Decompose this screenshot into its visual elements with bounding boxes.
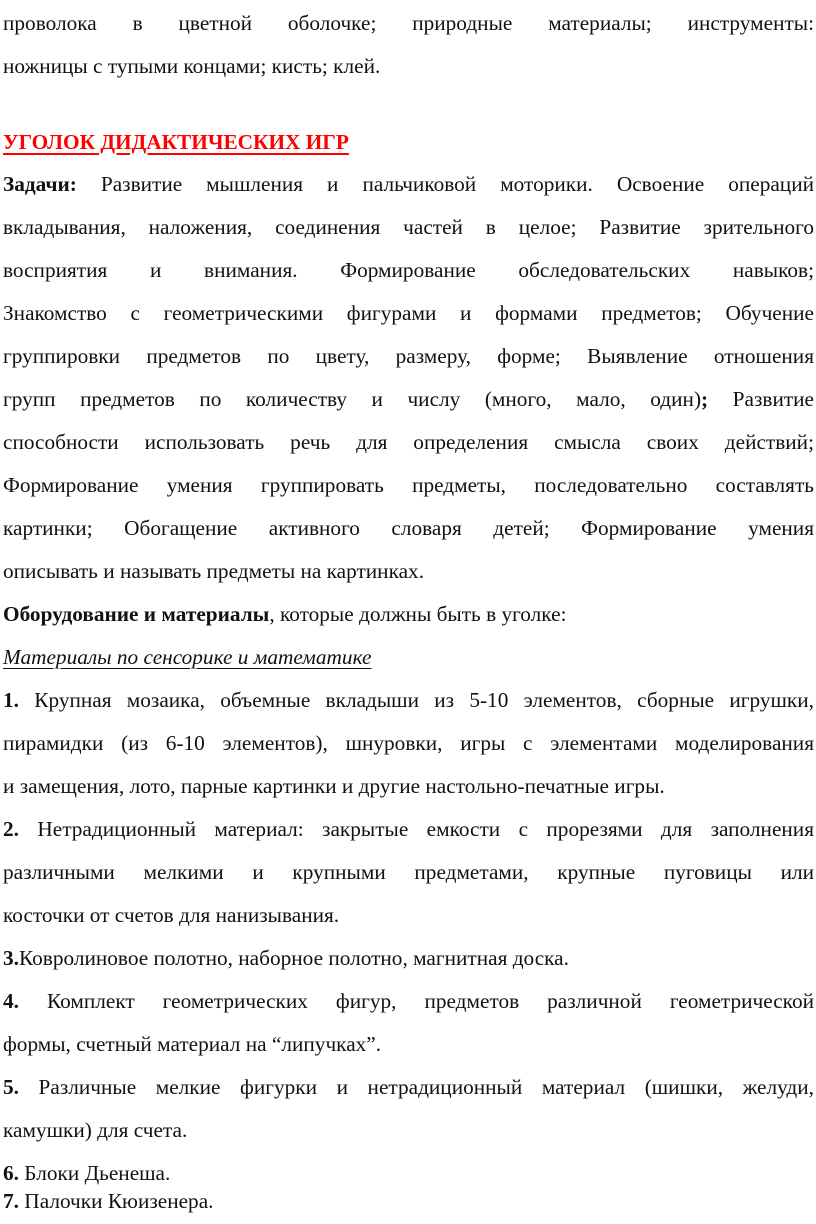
item-5-number: 5.: [3, 1075, 19, 1099]
item-7-line-1-text: Палочки Кюизенера.: [18, 1189, 214, 1213]
item-2-line-2: различными мелкими и крупными предметами, крупные пуговицы или: [3, 860, 814, 884]
tasks-line-1: [3, 163, 814, 206]
materials-subheading-text: Материалы по сенсорике и математике: [3, 645, 372, 669]
item-5-line-1-text: Различные мелкие фигурки и нетрадиционный материал (шишки, желуди,: [18, 1075, 814, 1099]
tasks-line-6-tail: Развитие: [708, 387, 814, 411]
tasks-line-3: восприятия и внимания. Формирование обследовательских навыков;: [3, 258, 814, 282]
item-5-line-1: [3, 1066, 814, 1109]
item-4-line-2: формы, счетный материал на “липучках”.: [3, 1032, 382, 1056]
intro-line-2: ножницы с тупыми концами; кисть; клей.: [3, 54, 381, 78]
item-4-line-1-text: Комплект геометрических фигур, предметов различной геометрической: [18, 989, 814, 1013]
tasks-line-4: Знакомство с геометрическими фигурами и формами предметов; Обучение: [3, 301, 814, 325]
item-2-line-3: косточки от счетов для нанизывания.: [3, 903, 340, 927]
intro-line-1: проволока в цветной оболочке; природные материалы; инструменты:: [3, 11, 814, 35]
materials-subheading: [3, 636, 814, 679]
tasks-line-2: вкладывания, наложения, соединения частей в целое; Развитие зрительного: [3, 215, 814, 239]
item-3-line-1-text: Ковролиновое полотно, наборное полотно, магнитная доска.: [18, 946, 569, 970]
equipment-label: Оборудование и материалы: [3, 602, 270, 626]
item-2-number: 2.: [3, 817, 19, 841]
equipment-line: [3, 593, 814, 636]
item-1-line-3: и замещения, лото, парные картинки и другие настольно-печатные игры.: [3, 774, 665, 798]
tasks-line-1-text: Развитие мышления и пальчиковой моторики. Освоение операций: [76, 172, 814, 196]
item-1-line-2: пирамидки (из 6-10 элементов), шнуровки, игры с элементами моделирования: [3, 731, 814, 755]
item-1-line-1-text: Крупная мозаика, объемные вкладыши из 5-10 элементов, сборные игрушки,: [18, 688, 814, 712]
tasks-label: Задачи:: [3, 172, 77, 196]
item-6-number: 6.: [3, 1161, 19, 1185]
item-3-line-1: [3, 937, 814, 980]
tasks-line-10: описывать и называть предметы на картинках.: [3, 559, 425, 583]
tasks-line-7: способности использовать речь для определения смысла своих действий;: [3, 430, 814, 454]
item-7-line-1: [3, 1180, 814, 1223]
item-6-line-1-text: Блоки Дьенеша.: [18, 1161, 171, 1185]
item-1-line-1: [3, 679, 814, 722]
tasks-line-9: картинки; Обогащение активного словаря детей; Формирование умения: [3, 516, 814, 540]
tasks-line-6-text: групп предметов по количеству и числу (много, мало, один): [3, 387, 702, 411]
equipment-tail: , которые должны быть в уголке:: [269, 602, 567, 626]
item-1-number: 1.: [3, 688, 19, 712]
item-2-line-1: [3, 808, 814, 851]
item-4-line-1: [3, 980, 814, 1023]
item-3-number: 3.: [3, 946, 19, 970]
tasks-line-6-semicolon: ;: [701, 387, 709, 411]
tasks-line-8: Формирование умения группировать предметы, последовательно составлять: [3, 473, 814, 497]
item-5-line-2: камушки) для счета.: [3, 1118, 188, 1142]
item-7-number: 7.: [3, 1189, 19, 1213]
tasks-line-6: [3, 378, 814, 421]
item-2-line-1-text: Нетрадиционный материал: закрытые емкости с прорезями для заполнения: [18, 817, 814, 841]
tasks-line-5: группировки предметов по цвету, размеру, форме; Выявление отношения: [3, 344, 814, 368]
section-heading: УГОЛОК ДИДАКТИЧЕСКИХ ИГР: [3, 130, 349, 154]
item-4-number: 4.: [3, 989, 19, 1013]
